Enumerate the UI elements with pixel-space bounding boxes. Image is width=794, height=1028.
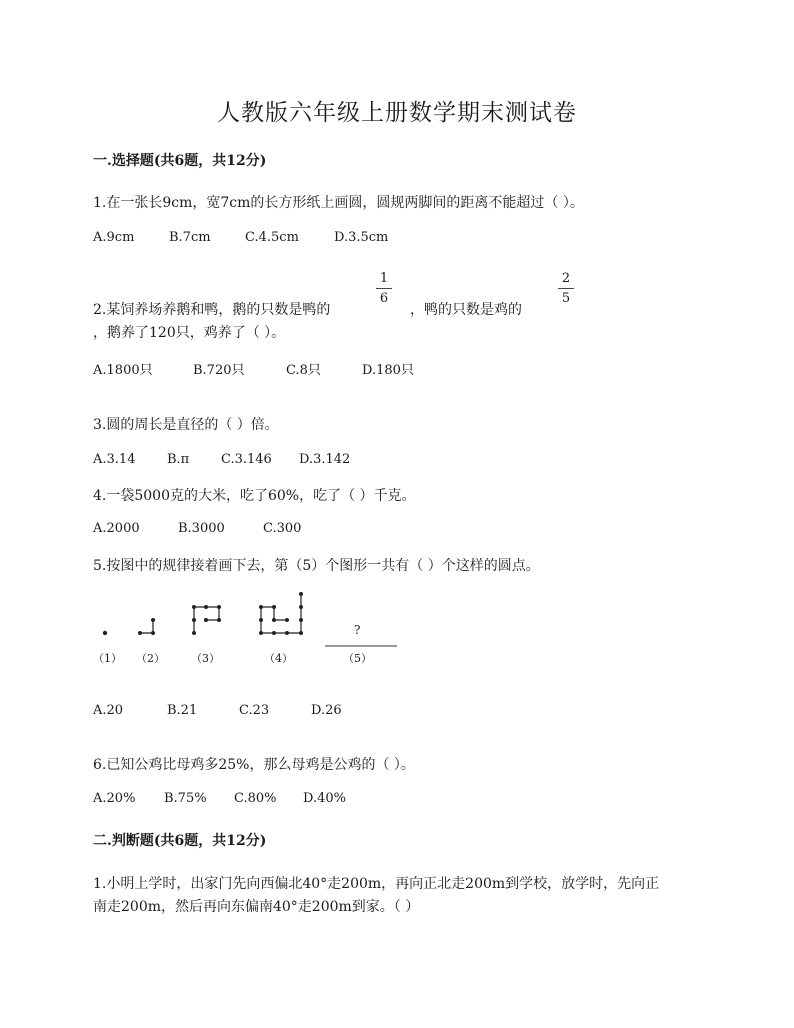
pattern-dot [152, 619, 155, 622]
option: D.3.5cm [334, 230, 389, 245]
pattern-dot [205, 606, 208, 609]
judgment-1-line-1: 1.小明上学时，出家门先向西偏北40°走200m，再向正北走200m到学校，放学时，先向正 [93, 876, 660, 892]
question-6-options [93, 791, 363, 806]
figure-label-4: （4） [264, 652, 293, 665]
pattern-dot [193, 632, 196, 635]
pattern-dot [103, 631, 106, 634]
pattern-dot [273, 619, 276, 622]
pattern-dot [218, 619, 221, 622]
option: D.40% [303, 791, 346, 806]
question-4-text: 4.一袋5000克的大米，吃了60%，吃了（ ）千克。 [93, 488, 416, 504]
option: A.3.14 [93, 452, 136, 467]
pattern-dot [152, 632, 155, 635]
question-6-text: 6.已知公鸡比母鸡多25%，那么母鸡是公鸡的（ ）。 [93, 757, 415, 773]
figure-label-3: （3） [191, 652, 220, 665]
option: C.23 [239, 703, 270, 718]
fraction-one-sixth [376, 271, 392, 306]
pattern-dot [300, 606, 303, 609]
option: C.8只 [286, 363, 321, 378]
option: B.75% [164, 791, 207, 806]
option: C.3.146 [221, 452, 272, 467]
pattern-dot [286, 632, 289, 635]
pattern-dot [193, 606, 196, 609]
pattern-dot [286, 619, 289, 622]
option: D.26 [311, 703, 342, 718]
pattern-dot [300, 593, 303, 596]
fraction-numerator: 2 [561, 271, 571, 286]
pattern-dot [260, 632, 263, 635]
option: B.21 [167, 703, 198, 718]
unknown-mark: ? [354, 623, 361, 637]
pattern-dot [218, 606, 221, 609]
page-title: 人教版六年级上册数学期末测试卷 [217, 100, 577, 126]
question-5-text: 5.按图中的规律接着画下去，第（5）个图形一共有（ ）个这样的圆点。 [93, 558, 540, 574]
option: A.1800只 [93, 363, 153, 378]
option: D.180只 [362, 363, 414, 378]
question-2-text-b: ，鸭的只数是鸡的 [410, 302, 522, 318]
option: B.7cm [169, 230, 211, 245]
judgment-1-line-2: 南走200m，然后再向东偏南40°走200m到家。（ ） [93, 899, 420, 915]
pattern-dot [273, 606, 276, 609]
option: D.3.142 [299, 452, 351, 467]
option: C.80% [234, 791, 277, 806]
pattern-dot [273, 632, 276, 635]
figure-label-2: （2） [136, 652, 165, 665]
figure-label-1: （1） [93, 652, 122, 665]
option: A.9cm [93, 230, 135, 245]
pattern-dot [205, 619, 208, 622]
question-2-options [93, 359, 442, 378]
pattern-dot [300, 619, 303, 622]
question-2-text-c: ，鹅养了120只，鸡养了（ ）。 [93, 325, 286, 341]
question-4-options [93, 521, 343, 536]
question-1-options [93, 230, 414, 245]
option: C.300 [263, 521, 302, 536]
pattern-dot [260, 606, 263, 609]
option: B.π [167, 452, 190, 467]
fraction-denominator: 5 [561, 291, 571, 306]
figure-label-5: （5） [343, 652, 372, 665]
option: C.4.5cm [245, 230, 299, 245]
pattern-dot [193, 619, 196, 622]
option: A.20 [93, 703, 124, 718]
section-heading-choice: 一.选择题(共6题，共12分) [93, 153, 267, 169]
question-3-options [93, 452, 379, 467]
option: A.20% [93, 791, 136, 806]
pattern-dot [260, 619, 263, 622]
option: B.720只 [193, 363, 245, 378]
fraction-numerator: 1 [379, 271, 389, 286]
option: B.3000 [178, 521, 225, 536]
dot-pattern-figure [90, 590, 420, 670]
question-3-text: 3.圆的周长是直径的（ ）倍。 [93, 417, 279, 433]
pattern-dot [139, 632, 142, 635]
question-5-options [93, 703, 371, 718]
section-heading-judgment: 二.判断题(共6题，共12分) [93, 833, 267, 849]
option: A.2000 [93, 521, 140, 536]
fraction-denominator: 6 [379, 291, 389, 306]
fraction-two-fifths [558, 271, 574, 306]
question-2-text-a: 2.某饲养场养鹅和鸭，鹅的只数是鸭的 [93, 302, 331, 318]
pattern-dot [300, 632, 303, 635]
question-1-text: 1.在一张长9cm，宽7cm的长方形纸上画圆，圆规两脚间的距离不能超过（ ）。 [93, 195, 584, 211]
